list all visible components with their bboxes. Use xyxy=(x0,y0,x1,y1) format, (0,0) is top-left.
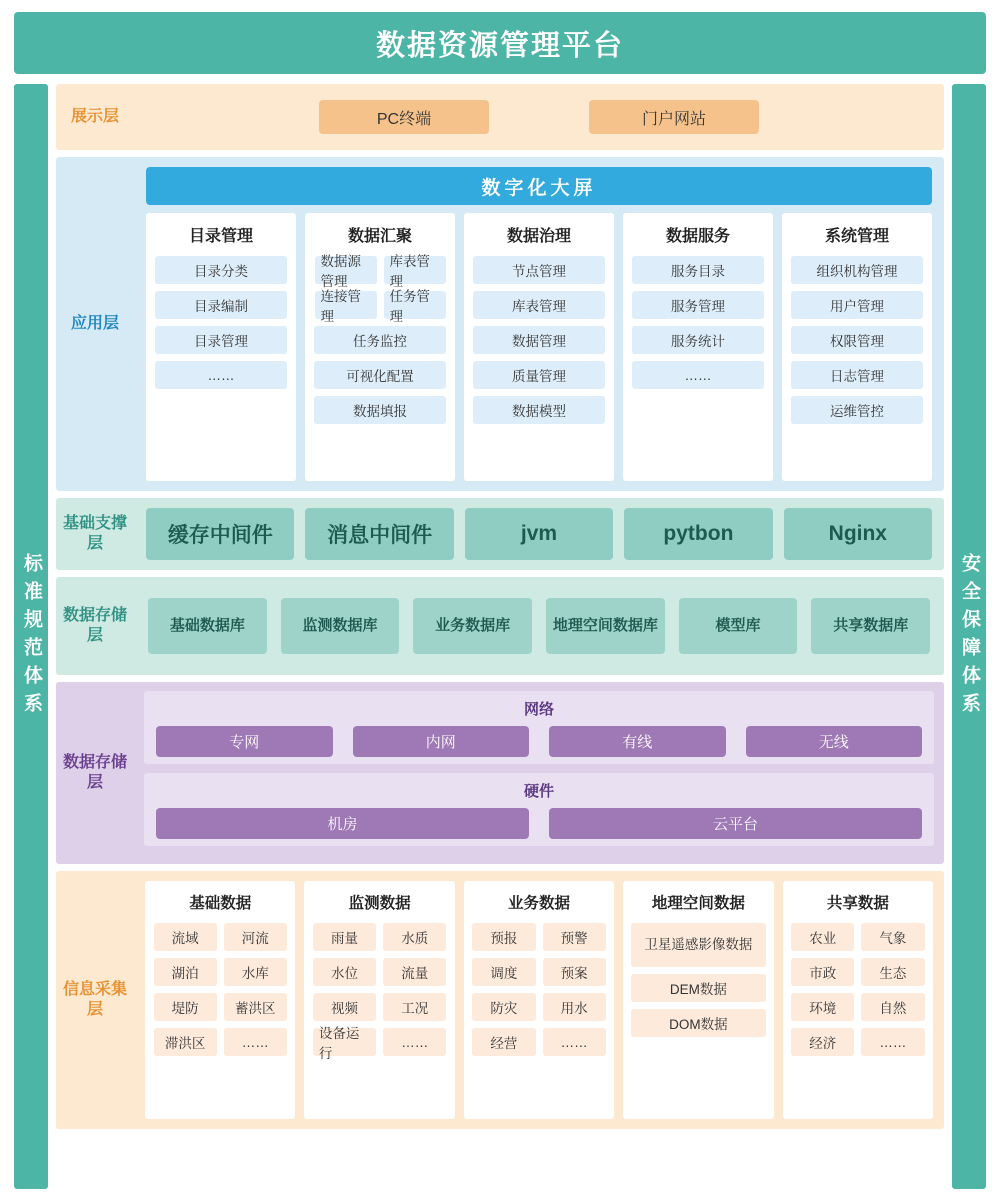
app-item[interactable]: 质量管理 xyxy=(473,361,605,389)
collect-item[interactable]: 滞洪区 xyxy=(154,1028,217,1056)
collect-card-geo-title: 地理空间数据 xyxy=(651,895,745,912)
collect-card-monitor-title: 监测数据 xyxy=(348,895,411,912)
app-item[interactable]: 服务统计 xyxy=(632,326,764,354)
collect-item[interactable]: 水位 xyxy=(313,958,376,986)
collect-item[interactable]: 预警 xyxy=(543,923,606,951)
layer-display-body xyxy=(134,84,944,150)
infra-item[interactable]: 云平台 xyxy=(549,808,922,839)
digital-screen-banner[interactable]: 数字化大屏 xyxy=(146,167,932,205)
app-item[interactable]: 日志管理 xyxy=(791,361,923,389)
support-item[interactable]: 缓存中间件 xyxy=(146,508,294,560)
collect-item[interactable]: 流域 xyxy=(154,923,217,951)
infra-item[interactable]: 专网 xyxy=(156,726,333,757)
storage-item[interactable]: 共享数据库 xyxy=(811,598,930,654)
layer-support-body xyxy=(134,498,944,570)
right-rail xyxy=(952,84,986,1189)
collect-card-shared-items xyxy=(791,923,925,1056)
diagram-body xyxy=(14,84,986,1189)
infra-item[interactable]: 内网 xyxy=(353,726,530,757)
display-item-portal[interactable]: 门户网站 xyxy=(589,100,759,134)
app-item[interactable]: 服务管理 xyxy=(632,291,764,319)
app-item[interactable]: 运维管控 xyxy=(791,396,923,424)
collect-card-monitor-items xyxy=(312,923,446,1061)
collect-card-business xyxy=(464,881,614,1119)
collect-card-basic xyxy=(145,881,295,1119)
app-item[interactable]: 服务目录 xyxy=(632,256,764,284)
storage-item[interactable]: 监测数据库 xyxy=(281,598,400,654)
layer-application-body xyxy=(134,157,944,491)
infra-hardware-items xyxy=(156,808,922,839)
app-item[interactable]: 目录分类 xyxy=(155,256,287,284)
collect-item[interactable]: 预案 xyxy=(543,958,606,986)
collect-item[interactable]: 农业 xyxy=(791,923,854,951)
app-column-governance-title: 数据治理 xyxy=(506,228,571,245)
infra-item[interactable]: 机房 xyxy=(156,808,529,839)
layers-stack xyxy=(56,84,944,1189)
collect-card-basic-items xyxy=(153,923,287,1056)
collect-item[interactable]: 视频 xyxy=(313,993,376,1021)
collect-item[interactable]: 防灾 xyxy=(472,993,535,1021)
infra-block-hardware xyxy=(144,773,934,846)
storage-item[interactable]: 基础数据库 xyxy=(148,598,267,654)
app-column-service xyxy=(623,213,773,481)
layer-infrastructure-body xyxy=(134,682,944,864)
support-item[interactable]: Nginx xyxy=(784,508,932,560)
collect-item[interactable]: …… xyxy=(861,1028,924,1056)
app-item[interactable]: 目录编制 xyxy=(155,291,287,319)
collect-item[interactable]: 水质 xyxy=(383,923,446,951)
app-column-catalog xyxy=(146,213,296,481)
collect-item[interactable]: …… xyxy=(543,1028,606,1056)
app-item[interactable]: 库表管理 xyxy=(473,291,605,319)
collect-card-geo-items xyxy=(631,923,765,1037)
infra-network-title: 网络 xyxy=(523,701,554,718)
collect-item[interactable]: 堤防 xyxy=(154,993,217,1021)
collect-card-basic-title: 基础数据 xyxy=(189,895,252,912)
app-column-catalog-items xyxy=(155,256,287,389)
app-item[interactable]: 数据填报 xyxy=(314,396,446,424)
collect-item[interactable]: 设备运行 xyxy=(313,1028,376,1056)
collect-item[interactable]: 调度 xyxy=(472,958,535,986)
collect-item[interactable]: 市政 xyxy=(791,958,854,986)
layer-collection xyxy=(56,871,944,1129)
infra-block-network xyxy=(144,691,934,764)
app-column-service-items xyxy=(632,256,764,389)
collect-item[interactable]: 雨量 xyxy=(313,923,376,951)
layer-support-label: 基础支撑层 xyxy=(56,498,134,570)
left-rail-label: 标准规范体系 xyxy=(20,552,42,721)
collect-item[interactable]: 流量 xyxy=(383,958,446,986)
collect-card-business-items xyxy=(472,923,606,1056)
right-rail-label: 安全保障体系 xyxy=(958,552,980,721)
app-item[interactable]: …… xyxy=(155,361,287,389)
app-column-governance-items xyxy=(473,256,605,424)
app-item[interactable]: …… xyxy=(632,361,764,389)
app-column-governance xyxy=(464,213,614,481)
app-column-service-title: 数据服务 xyxy=(665,228,730,245)
app-column-system-title: 系统管理 xyxy=(824,228,889,245)
collect-card-shared xyxy=(783,881,933,1119)
app-column-aggregation-items xyxy=(314,256,446,424)
layer-application xyxy=(56,157,944,491)
layer-display-label: 展示层 xyxy=(70,108,119,125)
app-item[interactable]: 组织机构管理 xyxy=(791,256,923,284)
display-item-pc[interactable]: PC终端 xyxy=(319,100,489,134)
support-item[interactable]: 消息中间件 xyxy=(305,508,453,560)
collect-card-shared-title: 共享数据 xyxy=(826,895,889,912)
layer-application-label: 应用层 xyxy=(56,157,134,491)
collect-item[interactable]: 经营 xyxy=(472,1028,535,1056)
layer-collection-label: 信息采集层 xyxy=(56,871,134,1129)
app-column-system xyxy=(782,213,932,481)
app-column-aggregation-title: 数据汇聚 xyxy=(347,228,412,245)
collect-item[interactable]: 环境 xyxy=(791,993,854,1021)
support-item[interactable]: pytbon xyxy=(624,508,772,560)
collect-card-business-title: 业务数据 xyxy=(508,895,571,912)
layer-storage-label: 数据存储层 xyxy=(56,577,134,675)
storage-item[interactable]: 地理空间数据库 xyxy=(546,598,665,654)
collect-card-geo xyxy=(623,881,773,1119)
app-item[interactable]: 目录管理 xyxy=(155,326,287,354)
layer-support xyxy=(56,498,944,570)
app-item[interactable]: 库表管理 xyxy=(384,256,446,284)
collect-item[interactable]: DEM数据 xyxy=(631,974,765,1002)
storage-item[interactable]: 业务数据库 xyxy=(413,598,532,654)
storage-item[interactable]: 模型库 xyxy=(679,598,798,654)
layer-collection-body xyxy=(134,871,944,1129)
collect-item[interactable]: 水库 xyxy=(224,958,287,986)
layer-infrastructure-label: 数据存储层 xyxy=(56,682,134,864)
app-item[interactable]: 数据源管理 xyxy=(315,256,377,284)
page-title: 数据资源管理平台 xyxy=(14,12,986,74)
infra-hardware-title: 硬件 xyxy=(523,783,554,800)
app-item[interactable]: 数据管理 xyxy=(473,326,605,354)
layer-storage xyxy=(56,577,944,675)
app-item[interactable]: 任务监控 xyxy=(314,326,446,354)
app-column-catalog-title: 目录管理 xyxy=(188,228,253,245)
app-item[interactable]: 节点管理 xyxy=(473,256,605,284)
collect-item[interactable]: 气象 xyxy=(861,923,924,951)
app-item[interactable]: 数据模型 xyxy=(473,396,605,424)
collect-item[interactable]: 河流 xyxy=(224,923,287,951)
collect-item[interactable]: 经济 xyxy=(791,1028,854,1056)
collect-item[interactable]: …… xyxy=(224,1028,287,1056)
collect-item[interactable]: 蓄洪区 xyxy=(224,993,287,1021)
layer-storage-body xyxy=(134,577,944,675)
app-item[interactable]: 可视化配置 xyxy=(314,361,446,389)
collect-item[interactable]: DOM数据 xyxy=(631,1009,765,1037)
app-item[interactable]: 权限管理 xyxy=(791,326,923,354)
app-column-aggregation xyxy=(305,213,455,481)
infra-network-items xyxy=(156,726,922,757)
collect-item[interactable]: 生态 xyxy=(861,958,924,986)
support-item[interactable]: jvm xyxy=(465,508,613,560)
left-rail xyxy=(14,84,48,1189)
collect-item[interactable]: 湖泊 xyxy=(154,958,217,986)
collect-item[interactable]: 预报 xyxy=(472,923,535,951)
collect-item[interactable]: 用水 xyxy=(543,993,606,1021)
collect-item[interactable]: 卫星遥感影像数据 xyxy=(631,923,765,967)
application-columns xyxy=(146,213,932,481)
infra-item[interactable]: 无线 xyxy=(746,726,923,757)
app-item[interactable]: 用户管理 xyxy=(791,291,923,319)
collect-item[interactable]: 自然 xyxy=(861,993,924,1021)
collect-item[interactable]: …… xyxy=(383,1028,446,1056)
app-item[interactable]: 任务管理 xyxy=(384,291,446,319)
layer-display xyxy=(56,84,944,150)
app-item[interactable]: 连接管理 xyxy=(315,291,377,319)
collect-item[interactable]: 工况 xyxy=(383,993,446,1021)
app-column-system-items xyxy=(791,256,923,424)
collect-card-monitor xyxy=(304,881,454,1119)
layer-infrastructure xyxy=(56,682,944,864)
infra-item[interactable]: 有线 xyxy=(549,726,726,757)
